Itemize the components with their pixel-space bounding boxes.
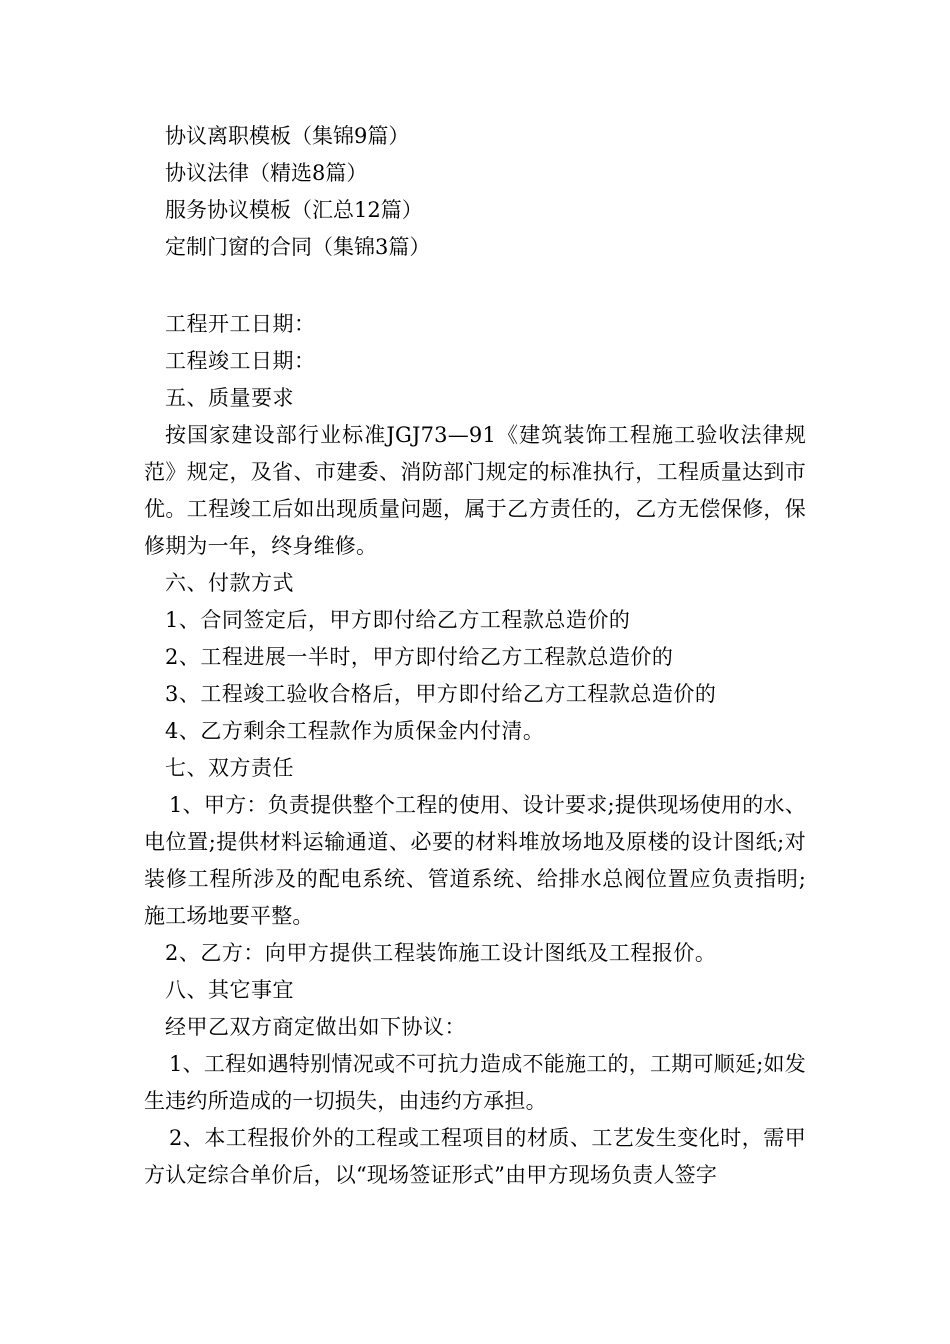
payment-item-3: 3、工程竣工验收合格后，甲方即付给乙方工程款总造价的 xyxy=(165,682,717,706)
payment-item-4: 4、乙方剩余工程款作为质保金内付清。 xyxy=(165,719,545,743)
related-link-3[interactable]: 服务协议模板（汇总12篇） xyxy=(165,198,423,222)
section-heading-payment: 六、付款方式 xyxy=(165,571,294,595)
related-link-2[interactable]: 协议法律（精选8篇） xyxy=(165,161,368,185)
agreement-intro: 经甲乙双方商定做出如下协议： xyxy=(165,1015,466,1039)
payment-item-1: 1、合同签定后，甲方即付给乙方工程款总造价的 xyxy=(165,608,631,632)
other-item-1: 1、工程如遇特别情况或不可抗力造成不能施工的，工期可顺延;如发生违约所造成的一切损失，由违约方承担。 xyxy=(144,1052,806,1113)
start-date-line: 工程开工日期： xyxy=(165,312,316,336)
party-a-responsibility: 1、甲方：负责提供整个工程的使用、设计要求;提供现场使用的水、电位置;提供材料运输通道、必要的材料堆放场地及原楼的设计图纸;对装修工程所涉及的配电系统、管道系统、给排水总阀位置应负责指明;施工场地要平整。 xyxy=(144,793,806,928)
related-links-list xyxy=(165,118,805,266)
party-b-responsibility: 2、乙方：向甲方提供工程装饰施工设计图纸及工程报价。 xyxy=(165,941,717,965)
related-link-4[interactable]: 定制门窗的合同（集锦3篇） xyxy=(165,235,431,259)
completion-date-line: 工程竣工日期： xyxy=(165,349,316,373)
related-link-1[interactable]: 协议离职模板（集锦9篇） xyxy=(165,124,410,148)
other-item-2: 2、本工程报价外的工程或工程项目的材质、工艺发生变化时，需甲方认定综合单价后，以“现场签证形式”由甲方现场负责人签字 xyxy=(144,1126,806,1187)
quality-requirement-paragraph: 按国家建设部行业标准JGJ73—91《建筑装饰工程施工验收法律规范》规定，及省、市建委、消防部门规定的标准执行，工程质量达到市优。工程竣工后如出现质量问题，属于乙方责任的，乙方无偿保修，保修期为一年，终身维修。 xyxy=(144,423,806,558)
contract-body xyxy=(144,306,806,1194)
section-heading-quality: 五、质量要求 xyxy=(165,386,294,410)
section-heading-other: 八、其它事宜 xyxy=(165,978,294,1002)
section-heading-responsibilities: 七、双方责任 xyxy=(165,756,294,780)
payment-item-2: 2、工程进展一半时，甲方即付给乙方工程款总造价的 xyxy=(165,645,674,669)
